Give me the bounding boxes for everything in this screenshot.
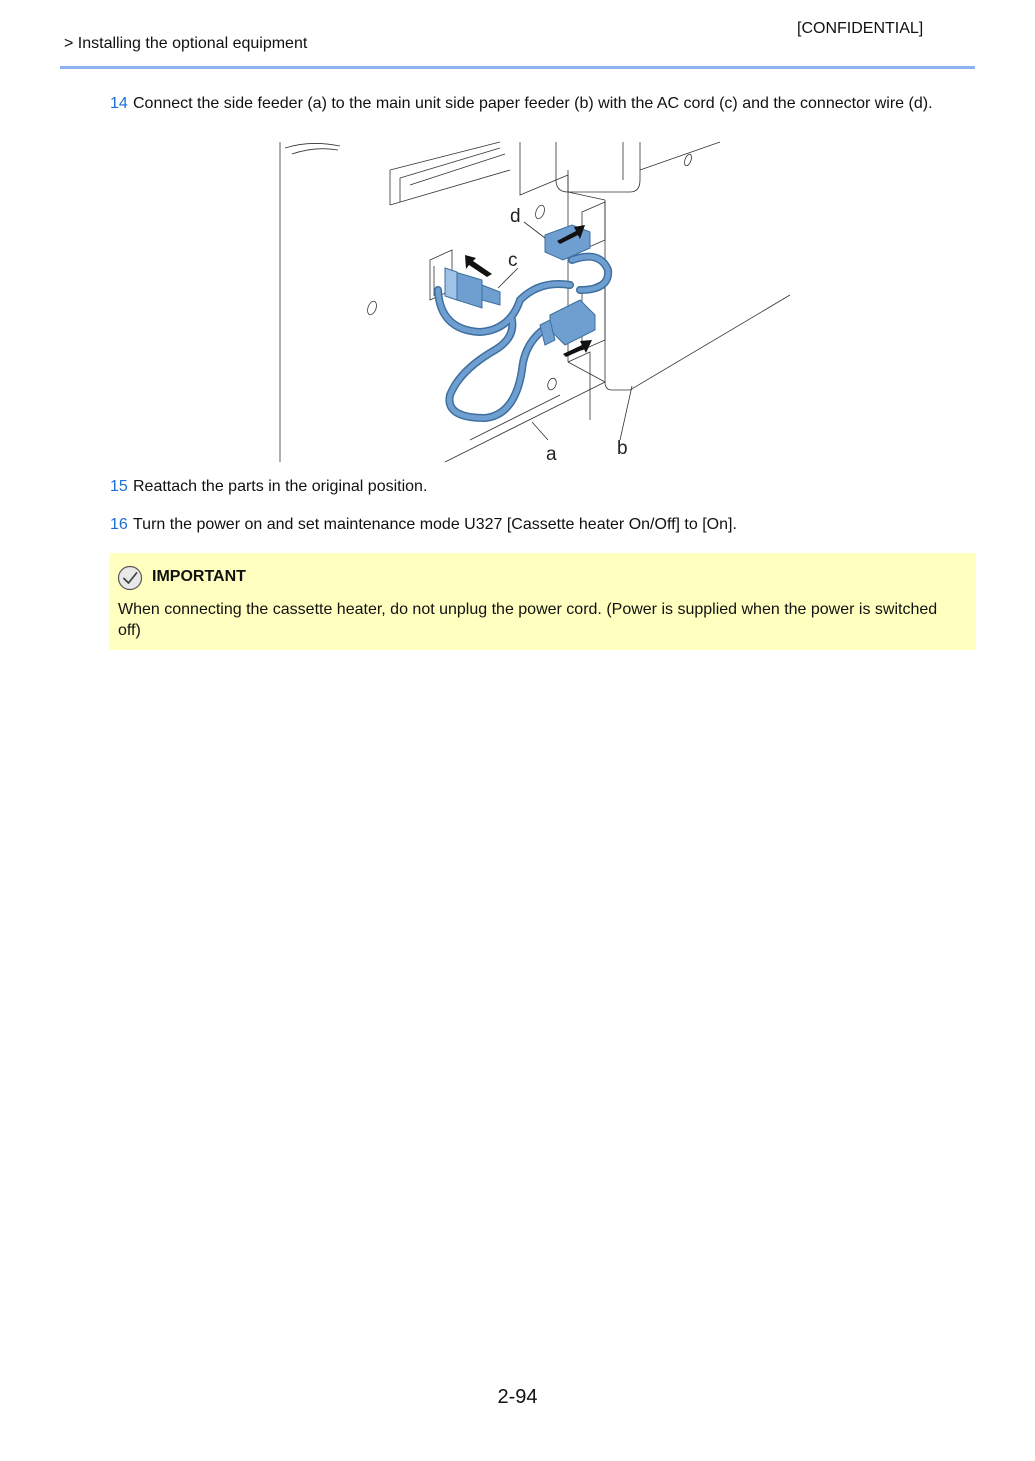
ac-plug-main [540,300,595,345]
step-number: 15 [110,478,128,495]
important-text: When connecting the cassette heater, do not unplug the power cord. (Power is supplied when the power is switched off) [118,601,938,639]
callout-c: c [508,250,518,271]
confidential-label: [CONFIDENTIAL] [797,20,924,37]
step-text: Connect the side feeder (a) to the main unit side paper feeder (b) with the AC cord (c) and the connector wire (d). [133,95,933,112]
main-unit-outline [605,200,790,390]
step-text: Reattach the parts in the original position. [133,478,428,495]
callout-a: a [546,444,557,465]
check-circle-icon [117,565,143,591]
page-number: 2-94 [497,1386,538,1408]
connection-diagram [260,140,800,465]
important-title: IMPORTANT [152,568,246,585]
step-number: 14 [110,95,128,112]
important-note [109,553,976,650]
callout-d: d [510,206,521,227]
header-rule [60,66,975,69]
step-16 [110,514,976,535]
step-15 [110,476,976,497]
step-14 [110,93,976,114]
breadcrumb: > Installing the optional equipment [64,35,308,52]
arrow-c [465,255,492,277]
callout-b: b [617,438,628,459]
step-text: Turn the power on and set maintenance mode U327 [Cassette heater On/Off] to [On]. [133,516,737,533]
step-number: 16 [110,516,128,533]
